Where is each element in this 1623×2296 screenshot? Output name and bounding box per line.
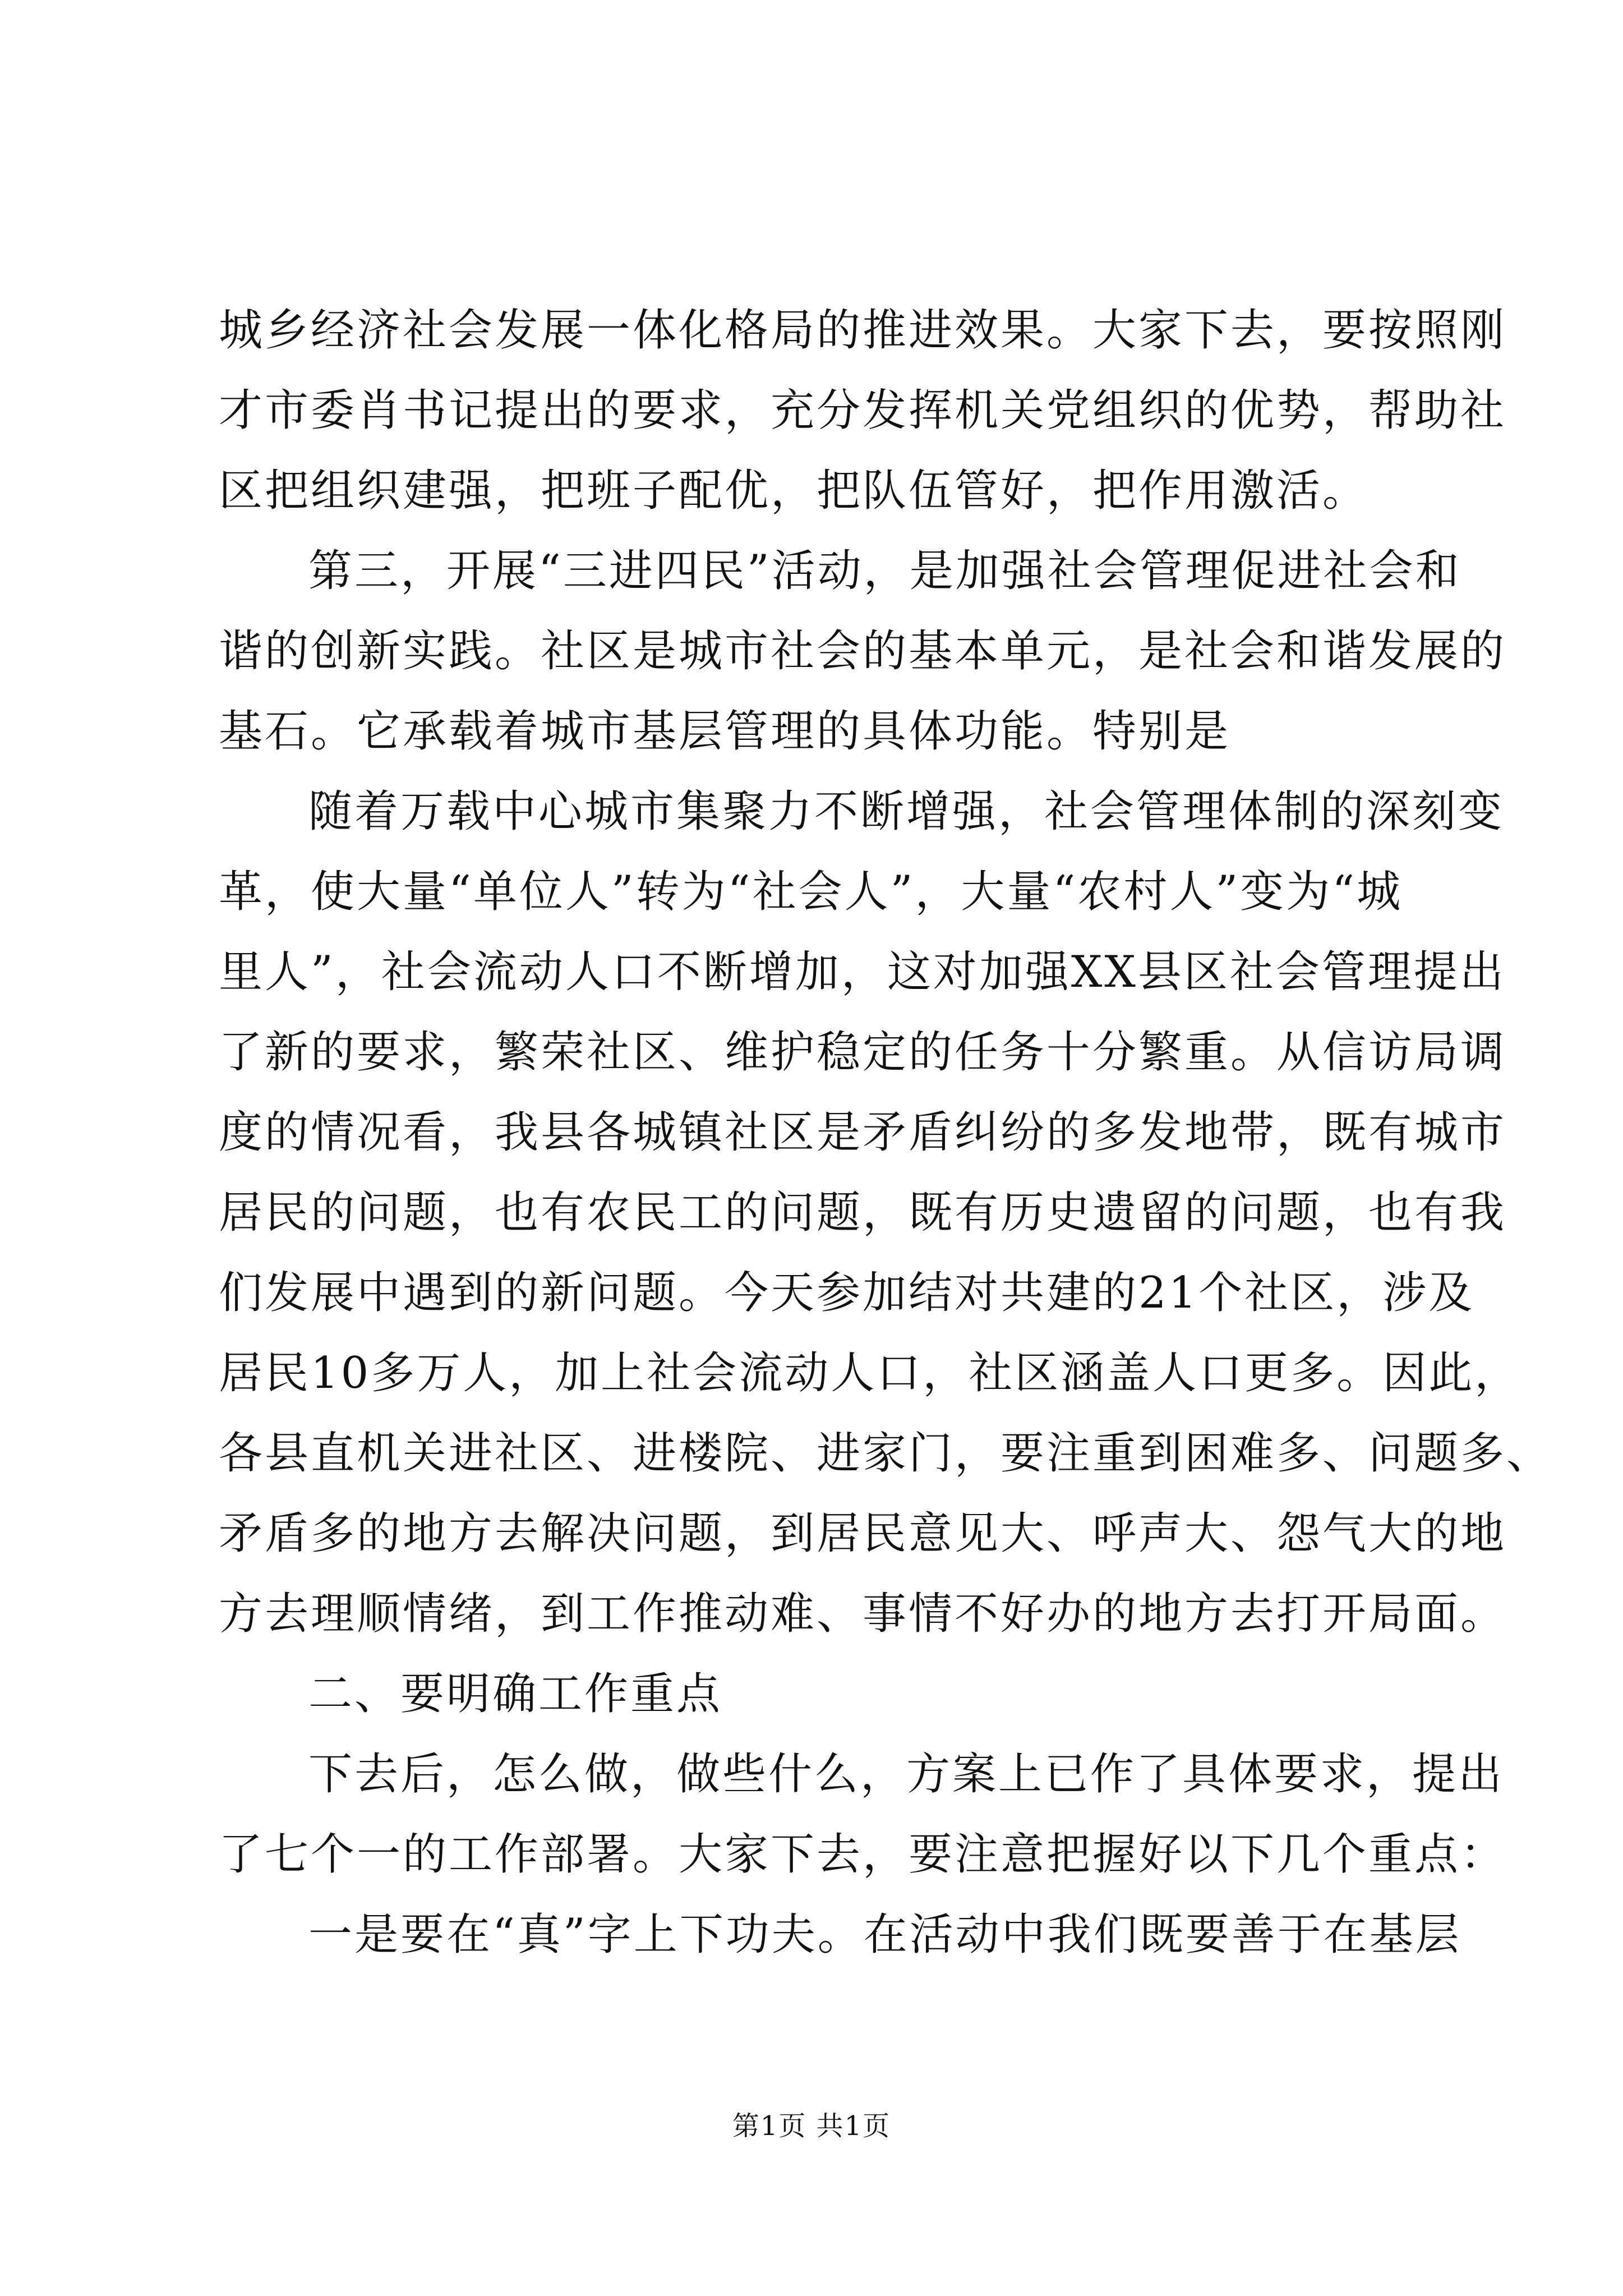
text-line: 们发展中遇到的新问题。今天参加结对共建的21个社区，涉及 <box>219 1268 1475 1318</box>
text-line: 革，使大量“单位人”转为“社会人”，大量“农村人”变为“城 <box>219 867 1403 917</box>
text-line: 基石。它承载着城市基层管理的具体功能。特别是 <box>219 706 1231 757</box>
text-line: 城乡经济社会发展一体化格局的推进效果。大家下去，要按照刚 <box>219 305 1507 356</box>
document-body <box>219 291 1553 1975</box>
page-footer <box>0 2109 1623 2143</box>
text-line: 各县直机关进社区、进楼院、进家门，要注重到困难多、问题多、 <box>219 1428 1553 1479</box>
text-line: 矛盾多的地方去解决问题，到居民意见大、呼声大、怨气大的地 <box>219 1508 1507 1559</box>
text-line: 方去理顺情绪，到工作推动难、事情不好办的地方去打开局面。 <box>219 1589 1507 1639</box>
text-line: 了新的要求，繁荣社区、维护稳定的任务十分繁重。从信访局调 <box>219 1027 1507 1078</box>
paragraph-first-line: 一是要在“真”字上下功夫。在活动中我们既要善于在基层 <box>308 1910 1461 1960</box>
paragraph-first-line: 第三，开展“三进四民”活动，是加强社会管理促进社会和 <box>308 546 1461 596</box>
text-line: 里人”，社会流动人口不断增加，这对加强XX县区社会管理提出 <box>219 947 1506 997</box>
text-line: 居民的问题，也有农民工的问题，既有历史遗留的问题，也有我 <box>219 1188 1507 1238</box>
text-line: 居民10多万人，加上社会流动人口，社区涵盖人口更多。因此， <box>219 1348 1521 1398</box>
paragraph-first-line: 随着万载中心城市集聚力不断增强，社会管理体制的深刻变 <box>308 786 1505 837</box>
section-heading: 二、要明确工作重点 <box>308 1669 723 1719</box>
text-line: 度的情况看，我县各城镇社区是矛盾纠纷的多发地带，既有城市 <box>219 1107 1507 1158</box>
text-line: 了七个一的工作部署。大家下去，要注意把握好以下几个重点： <box>219 1829 1507 1880</box>
text-line: 区把组织建强，把班子配优，把队伍管好，把作用激活。 <box>219 466 1369 516</box>
text-line: 才市委肖书记提出的要求，充分发挥机关党组织的优势，帮助社 <box>219 385 1507 436</box>
paragraph-first-line: 下去后，怎么做，做些什么，方案上已作了具体要求，提出 <box>308 1749 1505 1800</box>
text-line: 谐的创新实践。社区是城市社会的基本单元，是社会和谐发展的 <box>219 626 1507 677</box>
page-number-label: 第1页 共1页 <box>732 2110 891 2142</box>
